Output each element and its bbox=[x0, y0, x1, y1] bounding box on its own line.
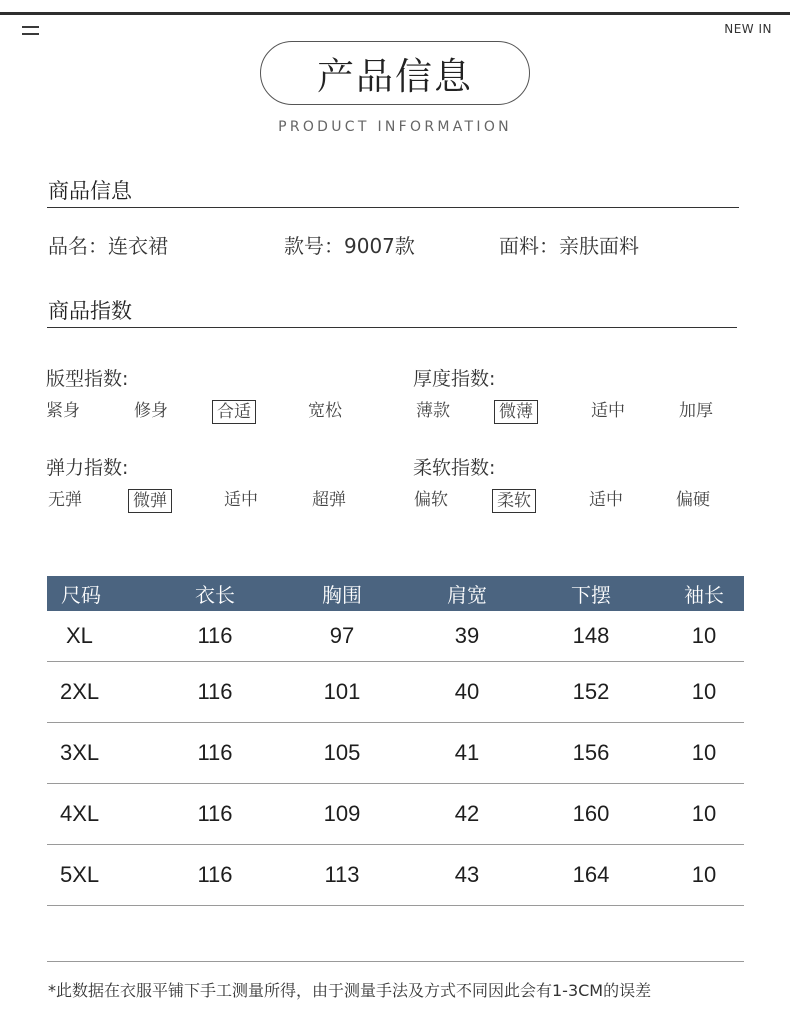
table-cell: 10 bbox=[691, 801, 717, 826]
index-option: 超弹 bbox=[312, 490, 346, 510]
table-cell: 39 bbox=[454, 623, 480, 648]
table-cell: 42 bbox=[454, 801, 480, 826]
index-option: 修身 bbox=[134, 401, 168, 421]
table-cell: 116 bbox=[197, 679, 233, 704]
index-option-selected: 微薄 bbox=[494, 400, 538, 424]
table-row bbox=[47, 784, 744, 845]
table-row bbox=[47, 723, 744, 784]
table-cell: 160 bbox=[572, 801, 610, 826]
index-option: 紧身 bbox=[46, 401, 80, 421]
table-row bbox=[47, 611, 744, 662]
top-divider bbox=[0, 12, 790, 15]
column-header: 胸围 bbox=[322, 583, 362, 607]
style-number: 款号：9007款 bbox=[284, 234, 415, 258]
index-option-selected: 合适 bbox=[212, 400, 256, 424]
table-cell: 116 bbox=[197, 740, 233, 765]
table-cell: 148 bbox=[572, 623, 610, 648]
table-cell: 43 bbox=[454, 862, 480, 887]
size-table bbox=[47, 576, 744, 906]
goods-info-divider bbox=[47, 207, 739, 208]
table-cell: 10 bbox=[691, 740, 717, 765]
index-option: 无弹 bbox=[48, 490, 82, 510]
table-cell: 164 bbox=[572, 862, 610, 887]
index-label: 厚度指数: bbox=[413, 368, 496, 390]
goods-info-heading: 商品信息 bbox=[48, 179, 132, 203]
new-in-label: NEW IN bbox=[724, 22, 772, 36]
index-option-selected: 柔软 bbox=[492, 489, 536, 513]
menu-icon[interactable] bbox=[22, 26, 39, 36]
table-cell: 156 bbox=[572, 740, 610, 765]
column-header: 袖长 bbox=[684, 583, 724, 607]
table-cell: 152 bbox=[572, 679, 610, 704]
table-cell: 97 bbox=[329, 623, 355, 648]
table-cell: 113 bbox=[324, 862, 360, 887]
table-cell: 105 bbox=[323, 740, 361, 765]
table-cell: 116 bbox=[197, 623, 233, 648]
table-row bbox=[47, 845, 744, 906]
table-row bbox=[47, 662, 744, 723]
table-cell: 101 bbox=[323, 679, 361, 704]
table-cell: 2XL bbox=[60, 679, 100, 704]
index-label: 柔软指数: bbox=[413, 457, 496, 479]
column-header: 肩宽 bbox=[447, 583, 487, 607]
index-option: 加厚 bbox=[679, 401, 713, 421]
table-cell: XL bbox=[66, 623, 93, 648]
table-cell: 41 bbox=[454, 740, 480, 765]
table-cell: 3XL bbox=[60, 740, 100, 765]
index-option: 偏硬 bbox=[676, 490, 710, 510]
column-header: 下摆 bbox=[571, 583, 611, 607]
column-header: 衣长 bbox=[195, 583, 235, 607]
index-option: 适中 bbox=[224, 490, 258, 510]
product-name: 品名：连衣裙 bbox=[48, 234, 168, 258]
table-cell: 5XL bbox=[60, 862, 100, 887]
index-option: 偏软 bbox=[414, 490, 448, 510]
goods-index-divider bbox=[47, 327, 737, 328]
index-option: 宽松 bbox=[308, 401, 342, 421]
index-option: 薄款 bbox=[416, 401, 450, 421]
table-cell: 4XL bbox=[60, 801, 100, 826]
measurement-footnote: *此数据在衣服平铺下手工测量所得，由于测量手法及方式不同因此会有1-3CM的误差 bbox=[48, 981, 652, 1000]
table-cell: 116 bbox=[197, 801, 233, 826]
size-table-body bbox=[47, 611, 744, 906]
index-label: 版型指数: bbox=[46, 368, 129, 390]
table-cell: 109 bbox=[323, 801, 361, 826]
index-option: 适中 bbox=[591, 401, 625, 421]
size-table-header bbox=[47, 576, 744, 611]
goods-index-heading: 商品指数 bbox=[48, 299, 132, 323]
index-label: 弹力指数: bbox=[46, 457, 129, 479]
table-cell: 10 bbox=[691, 862, 717, 887]
column-header: 尺码 bbox=[61, 583, 101, 607]
fabric: 面料：亲肤面料 bbox=[499, 234, 639, 258]
index-option: 适中 bbox=[589, 490, 623, 510]
table-cell: 116 bbox=[197, 862, 233, 887]
page-title: 产品信息 bbox=[260, 41, 530, 105]
index-option-selected: 微弹 bbox=[128, 489, 172, 513]
table-cell: 10 bbox=[691, 623, 717, 648]
table-cell: 10 bbox=[691, 679, 717, 704]
table-cell: 40 bbox=[454, 679, 480, 704]
footer-divider bbox=[47, 961, 744, 962]
page-subtitle: PRODUCT INFORMATION bbox=[278, 119, 512, 135]
